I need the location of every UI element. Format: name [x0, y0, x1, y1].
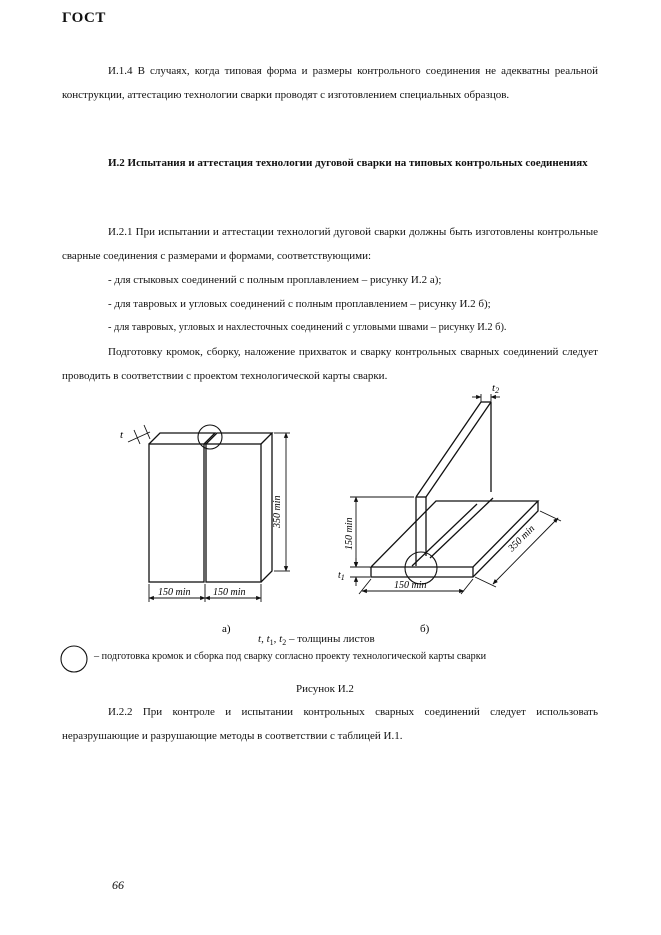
- figure-label-b: б): [420, 623, 430, 635]
- dim-label-t2: t2: [492, 382, 500, 395]
- figure-caption: Рисунок И.2: [296, 683, 354, 695]
- paragraph-preparation: Подготовку кромок, сборку, наложение прихваток и сварку контрольных сварных соединений следует проводить в соответствии с проектом технологической карты сварки.: [62, 346, 598, 382]
- dimension-t-a: [128, 425, 150, 444]
- paragraph-i-1-4: И.1.4 В случаях, когда типовая форма и размеры контрольного соединения не адекватны реальной конструкции, аттестацию технологии сварки проводят с изготовлением специальных образцов.: [62, 65, 598, 101]
- thickness-note: t, $t_1$, $t_2$ – толщины листов: [258, 633, 375, 648]
- paragraph-i-2-2: И.2.2 При контроле и испытании контрольных сварных соединений следует использовать неразрушающие и разрушающие методы в соответствии с таблицей И.1.: [62, 706, 598, 742]
- dim-label-t-a: t: [120, 429, 124, 441]
- dim-label-150-height: 150 min: [344, 517, 355, 550]
- dim-label-150-a-right: 150 min: [213, 587, 246, 598]
- legend-circle-symbol: [59, 644, 89, 674]
- dim-label-150-width: 150 min: [394, 580, 427, 591]
- paragraph-i-2-1: И.2.1 При испытании и аттестации технологий дуговой сварки должны быть изготовлены контрольные сварные соединения с размерами и формами, соответствующими:: [62, 226, 598, 262]
- dim-label-150-a-left: 150 min: [158, 587, 191, 598]
- dim-label-350-length: 350 min: [506, 523, 538, 555]
- figure-i-2-drawing: [100, 380, 570, 640]
- dimension-t1-b: [350, 558, 370, 586]
- list-item-1: - для стыковых соединений с полным проплавлением – рисунку И.2 а);: [108, 274, 442, 286]
- page-number: 66: [112, 878, 124, 892]
- list-item-3: - для тавровых, угловых и нахлесточных соединений с угловыми швами – рисунку И.2 б).: [108, 322, 507, 333]
- page-header: ГОСТ: [62, 10, 106, 26]
- list-item-2: - для тавровых и угловых соединений с полным проплавлением – рисунку И.2 б);: [108, 298, 491, 310]
- figure-legend-text: – подготовка кромок и сборка под сварку согласно проекту технологической карты сварки: [94, 651, 487, 662]
- dim-label-350-a: 350 min: [272, 495, 283, 528]
- dimension-t2-b: [472, 394, 500, 402]
- dim-label-t1: $t_1$: [338, 570, 345, 582]
- section-heading-i-2: И.2 Испытания и аттестация технологии дуговой сварки на типовых контрольных соединениях: [108, 157, 588, 169]
- figure-label-a: а): [222, 623, 231, 635]
- joint-detail-circle-a: [198, 425, 222, 449]
- butt-joint-specimen: [149, 433, 272, 582]
